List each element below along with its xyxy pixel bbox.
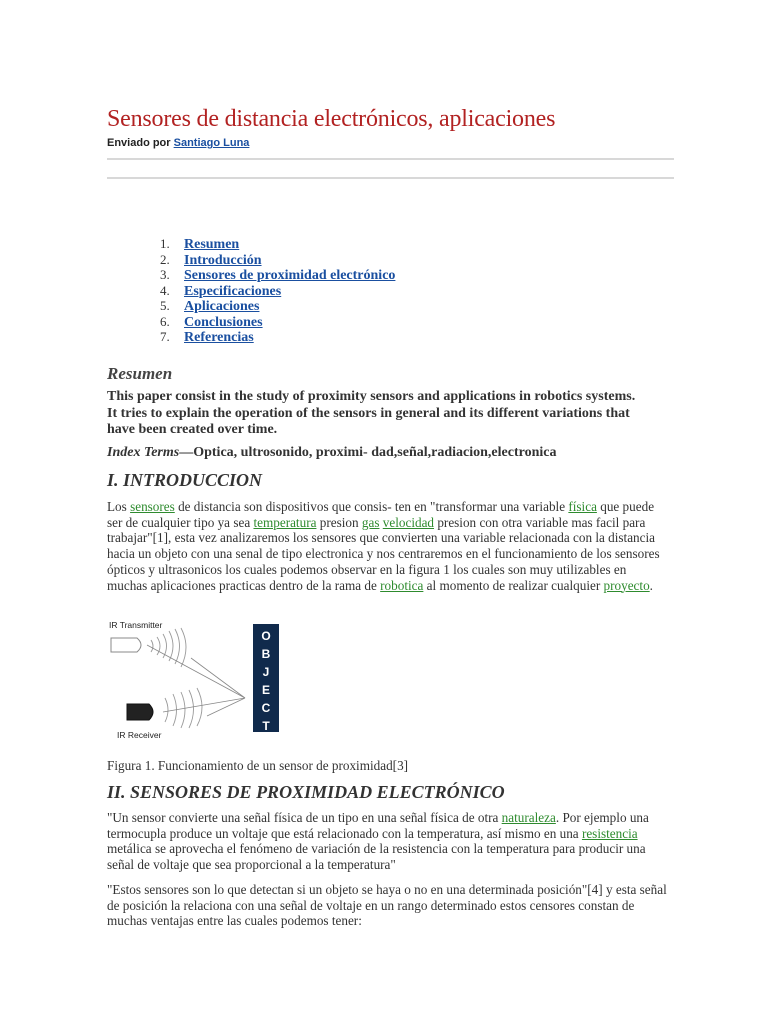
sensores-paragraph-1 [107, 810, 667, 873]
toc-item [160, 314, 395, 330]
link-proyecto[interactable]: proyecto [603, 577, 650, 593]
table-of-contents [160, 236, 395, 345]
toc-link-especificaciones[interactable]: Especificaciones [184, 283, 282, 299]
toc-item [160, 236, 395, 252]
toc-item [160, 267, 395, 283]
object-letter: C [261, 701, 271, 715]
toc-link-resumen[interactable]: Resumen [184, 237, 240, 252]
toc-number: 4. [160, 282, 170, 298]
toc-item [160, 329, 395, 345]
index-terms [107, 445, 556, 461]
toc-link-introduccion[interactable]: Introducción [184, 252, 262, 268]
text-run: metálica se aprovecha el fenómeno de variación de la resistencia con la temperatura para producir una señal de voltaje que sea proporcional a la temperatura" [107, 841, 646, 873]
link-velocidad[interactable]: velocidad [382, 514, 435, 530]
link-resistencia[interactable]: resistencia [581, 825, 638, 841]
link-naturaleza[interactable]: naturaleza [501, 810, 556, 825]
text-run: al momento de realizar cualquier [423, 577, 604, 593]
text-run: presion con otra variable mas facil para trabajar"[1], esta vez analizaremos los sensores que convierten una variable relacionada con la distancia hacia un objeto con una senal de tipo electronica y nos centraremos en el funcionamiento de los sensores ópticos y ultrasonicos los cuales podemos observar en la figura 1 los cuales son muy utilizables en muchas aplicaciones practicas dentro de la rama de [107, 514, 660, 593]
signal-rays-icon [147, 645, 245, 716]
section-heading-resumen: Resumen [107, 364, 173, 383]
text-run: . Por ejemplo una termocupla produce un voltaje que está relacionado con la temperatura, así mismo en una [107, 810, 649, 841]
sensores-paragraph-2: "Estos sensores son lo que detectan si un objeto se haya o no en una determinada posición"[4] y esta señal de posición la relaciona con una señal de voltaje en un rango determinado estos censores constan de muchas ventajas entre las cuales podemos tener: [107, 882, 667, 929]
proximity-sensor-figure [107, 618, 287, 748]
figure-caption: Figura 1. Funcionamiento de un sensor de proximidad[3] [107, 758, 409, 773]
ir-transmitter-icon [111, 638, 141, 652]
divider [107, 158, 674, 160]
toc-item [160, 283, 395, 299]
toc-number: 3. [160, 267, 170, 282]
section-heading-sensores: II. SENSORES DE PROXIMIDAD ELECTRÓNICO [107, 782, 505, 802]
ir-transmitter-label: IR Transmitter [109, 620, 163, 630]
divider [107, 177, 674, 179]
toc-number: 7. [160, 329, 170, 344]
link-sensores[interactable]: sensores [130, 499, 175, 514]
toc-link-conclusiones[interactable]: Conclusiones [184, 314, 263, 330]
text-run: presion [316, 514, 362, 530]
toc-number: 6. [160, 313, 170, 329]
ir-receiver-icon [127, 704, 153, 720]
toc-item [160, 298, 395, 314]
toc-link-referencias[interactable]: Referencias [184, 330, 254, 345]
link-gas[interactable]: gas [361, 514, 380, 530]
link-temperatura[interactable]: temperatura [253, 514, 317, 530]
object-letter: J [262, 665, 270, 679]
index-terms-label: Index Terms [107, 445, 180, 460]
text-run: que puede ser de cualquier tipo ya sea [107, 499, 655, 530]
toc-number: 5. [160, 298, 170, 313]
toc-link-sensores[interactable]: Sensores de proximidad electrónico [184, 268, 396, 283]
index-terms-list: —Optica, ultrosonido, proximi- dad,señal,radiacion,electronica [179, 445, 557, 460]
text-run: . [649, 577, 653, 593]
toc-number: 1. [160, 236, 170, 251]
article-title: Sensores de distancia electrónicos, aplicaciones [107, 106, 556, 133]
object-letter: E [261, 683, 271, 697]
ir-receiver-label: IR Receiver [117, 730, 162, 740]
signal-waves-icon [151, 628, 202, 728]
link-fisica[interactable]: física [568, 499, 597, 514]
toc-item [160, 252, 395, 268]
byline-prefix: Enviado por [107, 137, 171, 149]
object-letter: T [262, 719, 270, 733]
abstract-text: This paper consist in the study of proximity sensors and applications in robotics systems. It tries to explain the operation of the sensors in general and its different variations that have been created over time. [107, 389, 636, 437]
object-letter: O [261, 629, 271, 643]
text-run: Los [107, 499, 131, 514]
toc-link-aplicaciones[interactable]: Aplicaciones [184, 299, 260, 314]
link-robotica[interactable]: robotica [380, 577, 424, 593]
byline [107, 137, 249, 149]
author-link[interactable]: Santiago Luna [173, 137, 250, 149]
text-run: "Un sensor convierte una señal física de un tipo en una señal física de otra [107, 810, 502, 825]
intro-paragraph [107, 499, 667, 593]
section-heading-introduccion: I. INTRODUCCION [107, 470, 263, 490]
object-letter: B [261, 647, 271, 661]
toc-number: 2. [160, 251, 170, 267]
text-run: de distancia son dispositivos que consis- ten en "transformar una variable [174, 499, 569, 514]
